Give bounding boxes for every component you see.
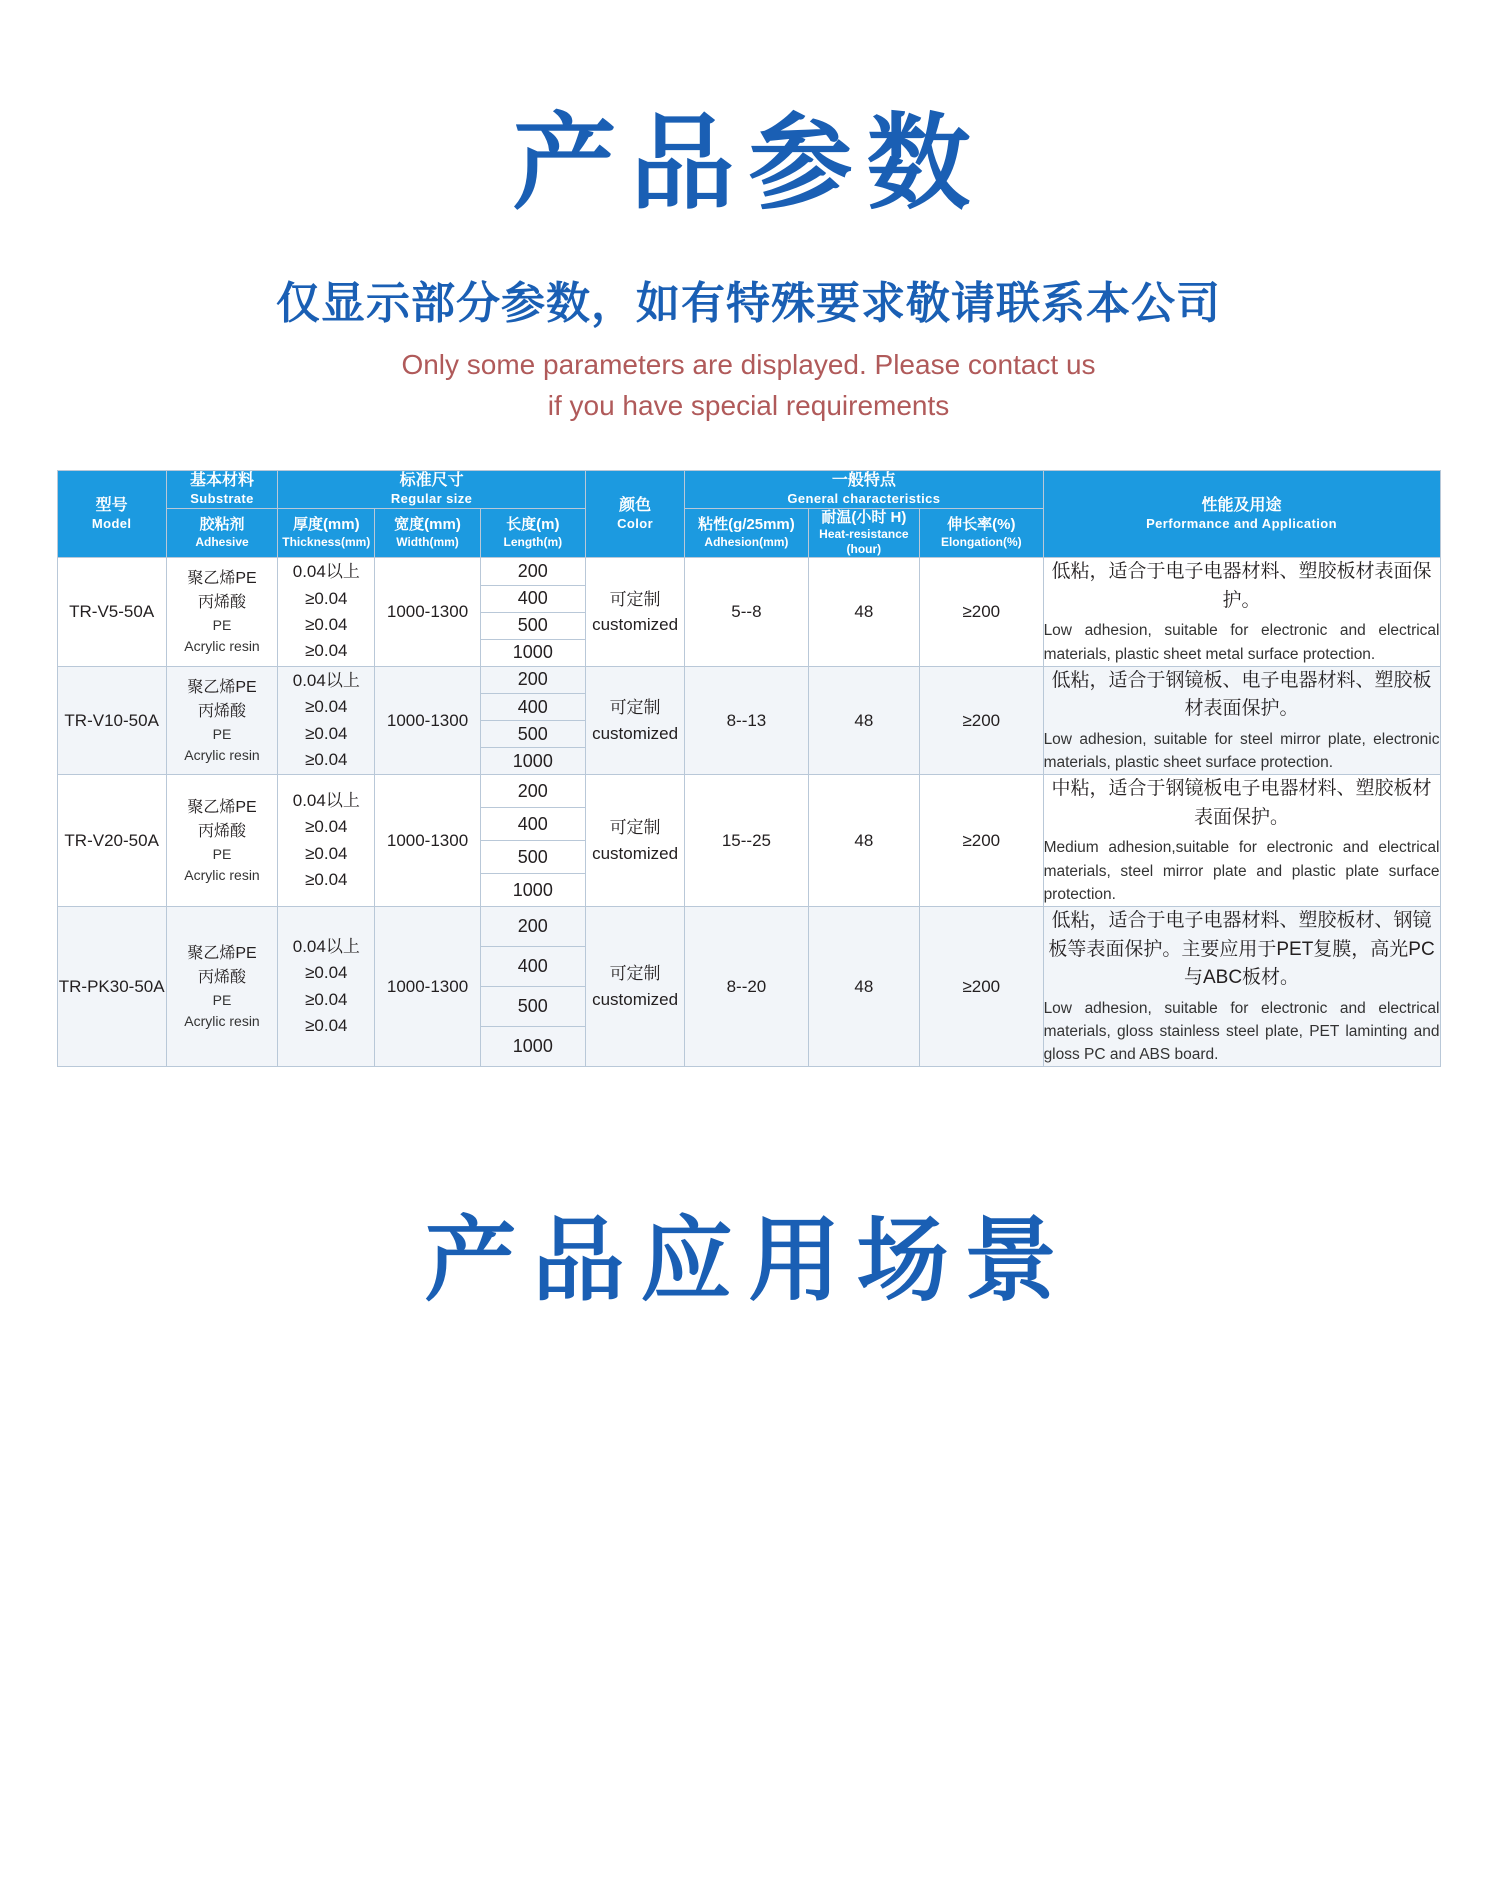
cell-length: 1000 — [480, 748, 585, 775]
cell-length: 200 — [480, 666, 585, 693]
table-row — [57, 666, 1440, 693]
cell-adhesive: 聚乙烯PE 丙烯酸 PE Acrylic resin — [166, 775, 277, 907]
performance-english: Medium adhesion,suitable for electronic and electrical materials, steel mirror plate and plastic plate surface protection. — [1043, 839, 1440, 903]
cell-length: 500 — [480, 721, 585, 748]
cell-length: 500 — [480, 612, 585, 639]
cell-length: 1000 — [480, 874, 585, 907]
performance-chinese: 低粘，适合于电子电器材料、塑胶板材表面保护。 — [1051, 561, 1432, 611]
cell-width: 1000-1300 — [375, 666, 480, 775]
cell-adhesion: 15--25 — [685, 775, 809, 907]
cell-elongation: ≥200 — [920, 666, 1044, 775]
cell-length: 400 — [480, 694, 585, 721]
cell-performance — [1043, 907, 1440, 1067]
cell-length: 400 — [480, 585, 585, 612]
cell-color: 可定制 customized — [585, 775, 684, 907]
cell-length: 1000 — [480, 1027, 585, 1067]
cell-thickness: 0.04以上 ≥0.04 ≥0.04 ≥0.04 — [278, 558, 375, 667]
subtitle-english — [0, 345, 1497, 426]
header-model: 型号 Model — [57, 471, 166, 558]
cell-length: 200 — [480, 558, 585, 585]
subtitle-english-line2: if you have special requirements — [547, 389, 950, 421]
cell-length: 500 — [480, 841, 585, 874]
cell-width: 1000-1300 — [375, 907, 480, 1067]
subtitle-english-line1: Only some parameters are displayed. Please contact us — [401, 349, 1096, 381]
cell-elongation: ≥200 — [920, 775, 1044, 907]
cell-adhesive: 聚乙烯PE 丙烯酸 PE Acrylic resin — [166, 666, 277, 775]
cell-color: 可定制 customized — [585, 558, 684, 667]
cell-heat-resistance: 48 — [808, 775, 919, 907]
cell-heat-resistance: 48 — [808, 907, 919, 1067]
cell-length: 200 — [480, 907, 585, 947]
cell-model: TR-PK30-50A — [57, 907, 166, 1067]
cell-model: TR-V20-50A — [57, 775, 166, 907]
header-general-characteristics: 一般特点 General characteristics — [685, 471, 1043, 508]
header-substrate: 基本材料 Substrate — [166, 471, 277, 508]
header-heat-resistance: 耐温(小时 H) Heat-resistance (hour) — [808, 508, 919, 558]
cell-model: TR-V5-50A — [57, 558, 166, 667]
cell-length: 200 — [480, 775, 585, 808]
header-color: 颜色 Color — [585, 471, 684, 558]
cell-adhesive: 聚乙烯PE 丙烯酸 PE Acrylic resin — [166, 907, 277, 1067]
spec-table-container — [29, 470, 1469, 1067]
cell-length: 500 — [480, 987, 585, 1027]
cell-width: 1000-1300 — [375, 775, 480, 907]
performance-chinese: 低粘，适合于电子电器材料、塑胶板材、钢镜板等表面保护。主要应用于PET复膜，高光PC与ABC板材。 — [1048, 910, 1435, 989]
table-header — [57, 471, 1440, 558]
table-row — [57, 775, 1440, 808]
cell-performance — [1043, 558, 1440, 667]
cell-length: 400 — [480, 808, 585, 841]
cell-heat-resistance: 48 — [808, 558, 919, 667]
header-regular-size: 标准尺寸 Regular size — [278, 471, 586, 508]
cell-thickness: 0.04以上 ≥0.04 ≥0.04 ≥0.04 — [278, 666, 375, 775]
spec-table — [57, 470, 1441, 1067]
header-thickness: 厚度(mm) Thickness(mm) — [278, 508, 375, 558]
cell-model: TR-V10-50A — [57, 666, 166, 775]
page-title: 产品参数 — [512, 106, 985, 222]
cell-heat-resistance: 48 — [808, 666, 919, 775]
cell-adhesion: 5--8 — [685, 558, 809, 667]
header-adhesion: 粘性(g/25mm) Adhesion(mm) — [685, 508, 809, 558]
cell-adhesion: 8--20 — [685, 907, 809, 1067]
cell-thickness: 0.04以上 ≥0.04 ≥0.04 ≥0.04 — [278, 907, 375, 1067]
cell-performance — [1043, 775, 1440, 907]
table-row — [57, 907, 1440, 947]
cell-performance — [1043, 666, 1440, 775]
performance-english: Low adhesion, suitable for steel mirror plate, electronic materials, plastic sheet surface protection. — [1043, 730, 1440, 772]
table-row — [57, 558, 1440, 585]
header-width: 宽度(mm) Width(mm) — [375, 508, 480, 558]
cell-length: 400 — [480, 947, 585, 987]
cell-width: 1000-1300 — [375, 558, 480, 667]
header-performance: 性能及用途 Performance and Application — [1043, 471, 1440, 558]
header-row-1 — [57, 471, 1440, 508]
performance-chinese: 中粘，适合于钢镜板电子电器材料、塑胶板材表面保护。 — [1051, 778, 1432, 828]
cell-length: 1000 — [480, 639, 585, 666]
header-length: 长度(m) Length(m) — [480, 508, 585, 558]
cell-color: 可定制 customized — [585, 907, 684, 1067]
cell-thickness: 0.04以上 ≥0.04 ≥0.04 ≥0.04 — [278, 775, 375, 907]
cell-elongation: ≥200 — [920, 907, 1044, 1067]
subtitle-chinese: 仅显示部分参数，如有特殊要求敬请联系本公司 — [276, 279, 1221, 329]
cell-elongation: ≥200 — [920, 558, 1044, 667]
performance-english: Low adhesion, suitable for electronic and electrical materials, gloss stainless steel plate, PET laminting and gloss PC and ABS board. — [1043, 999, 1440, 1064]
cell-adhesive: 聚乙烯PE 丙烯酸 PE Acrylic resin — [166, 558, 277, 667]
cell-adhesion: 8--13 — [685, 666, 809, 775]
footer-title: 产品应用场景 — [424, 1210, 1073, 1313]
table-body — [57, 558, 1440, 1067]
header-elongation: 伸长率(%) Elongation(%) — [920, 508, 1044, 558]
cell-color: 可定制 customized — [585, 666, 684, 775]
performance-chinese: 低粘，适合于钢镜板、电子电器材料、塑胶板材表面保护。 — [1051, 669, 1432, 720]
header-adhesive: 胶粘剂 Adhesive — [166, 508, 277, 558]
performance-english: Low adhesion, suitable for electronic and electrical materials, plastic sheet metal surface protection. — [1043, 622, 1440, 663]
